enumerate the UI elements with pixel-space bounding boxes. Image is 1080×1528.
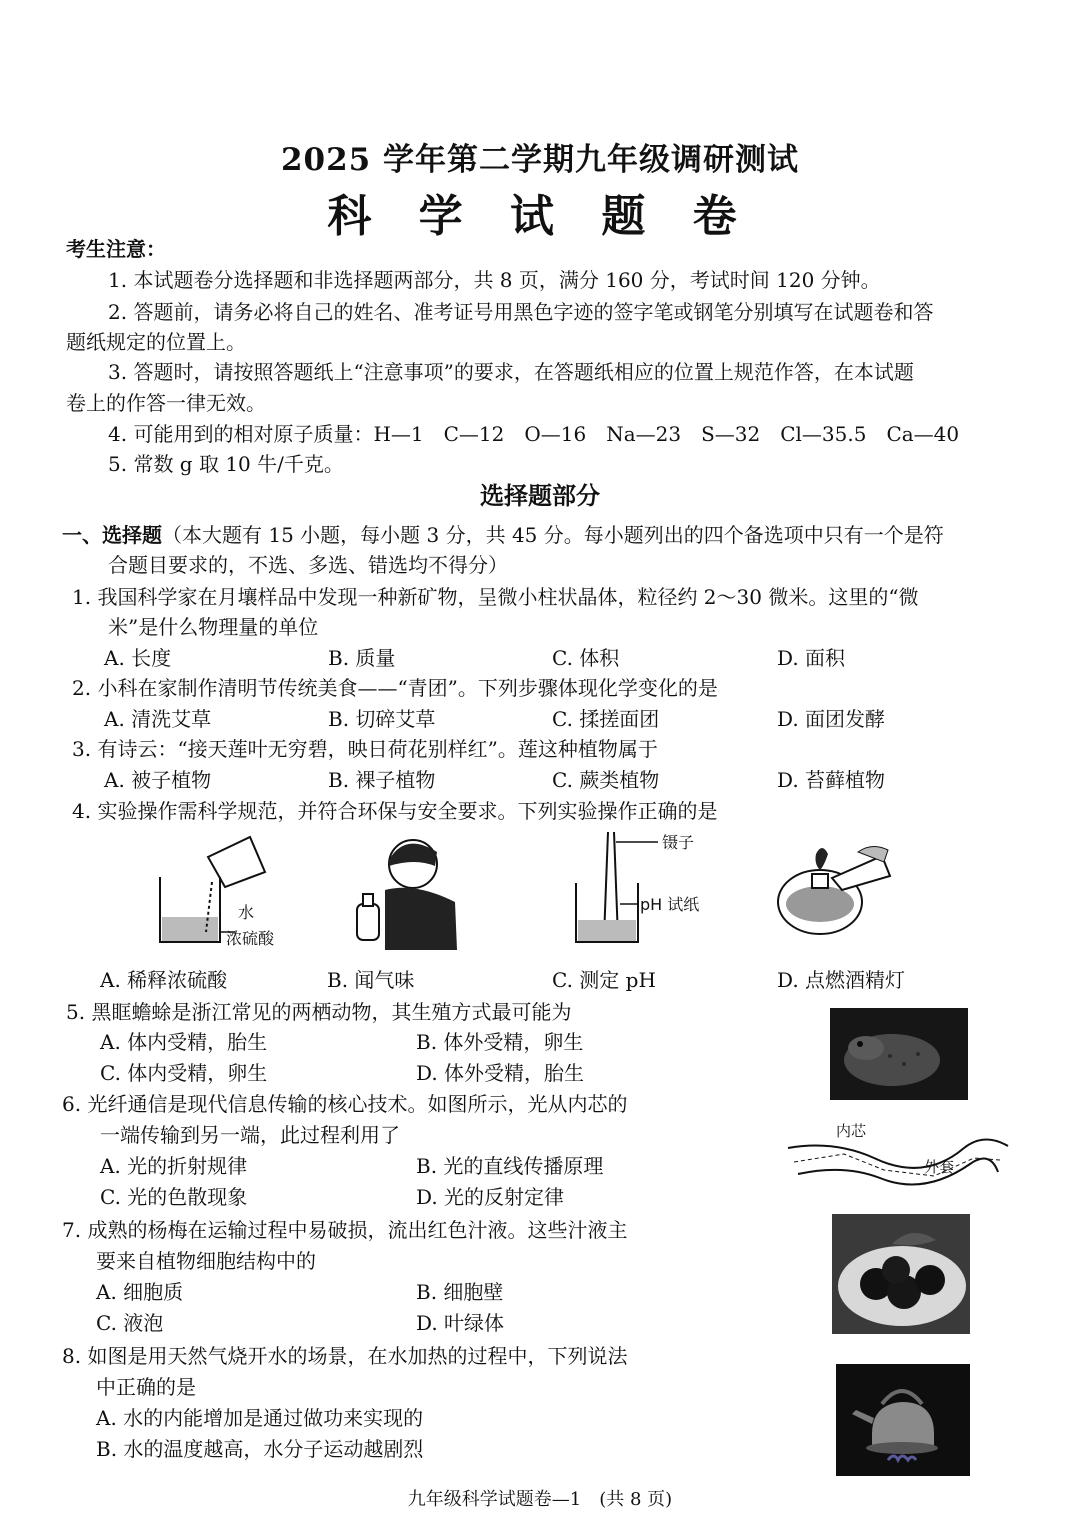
q2-option-b: B. 切碎艾草 bbox=[328, 707, 436, 731]
part-header bbox=[62, 521, 944, 549]
notice-item-3-cont: 卷上的作答一律无效。 bbox=[66, 391, 266, 415]
part-desc-cont: 合题目要求的，不选、多选、错选均不得分） bbox=[108, 553, 508, 577]
q7-stem-cont: 要来自植物细胞结构中的 bbox=[96, 1249, 316, 1273]
q4-option-d: D. 点燃酒精灯 bbox=[777, 968, 906, 992]
fig-label-water: 水 bbox=[238, 903, 255, 922]
fig-label-ph-paper: pH 试纸 bbox=[640, 895, 700, 914]
q4-stem: 4. 实验操作需科学规范，并符合环保与安全要求。下列实验操作正确的是 bbox=[72, 799, 718, 823]
q4-option-c: C. 测定 pH bbox=[552, 968, 656, 992]
photo-bayberries bbox=[832, 1214, 970, 1334]
page-footer: 九年级科学试题卷—1 (共 8 页) bbox=[407, 1489, 673, 1510]
q7-stem: 7. 成熟的杨梅在运输过程中易破损，流出红色汁液。这些汁液主 bbox=[62, 1218, 628, 1242]
part-label: 一、选择题 bbox=[62, 523, 162, 547]
q8-stem: 8. 如图是用天然气烧开水的场景，在水加热的过程中，下列说法 bbox=[62, 1344, 628, 1368]
notice-item-4: 4. 可能用到的相对原子质量：H—1 C—12 O—16 Na—23 S—32 Cl—35.5 Ca—40 bbox=[108, 422, 960, 446]
q6-option-c: C. 光的色散现象 bbox=[100, 1185, 248, 1209]
q1-option-a: A. 长度 bbox=[104, 646, 172, 670]
q8-option-b: B. 水的温度越高，水分子运动越剧烈 bbox=[96, 1437, 424, 1461]
q6-option-d: D. 光的反射定律 bbox=[416, 1185, 565, 1209]
q8-stem-cont: 中正确的是 bbox=[96, 1375, 196, 1399]
photo-toad bbox=[830, 1008, 968, 1100]
q8-option-a: A. 水的内能增加是通过做功来实现的 bbox=[96, 1406, 424, 1430]
q7-option-a: A. 细胞质 bbox=[96, 1280, 184, 1304]
fig-label-acid: 浓硫酸 bbox=[226, 929, 275, 948]
q3-stem: 3. 有诗云：“接天莲叶无穷碧，映日荷花别样红”。莲这种植物属于 bbox=[72, 737, 658, 761]
q4-option-b: B. 闻气味 bbox=[327, 968, 415, 992]
notice-item-2-cont: 题纸规定的位置上。 bbox=[66, 330, 246, 354]
figure-alcohol-lamp bbox=[772, 842, 902, 942]
q5-stem: 5. 黑眶蟾蜍是浙江常见的两栖动物，其生殖方式最可能为 bbox=[66, 1000, 572, 1024]
q2-option-a: A. 清洗艾草 bbox=[104, 707, 212, 731]
q6-option-a: A. 光的折射规律 bbox=[100, 1154, 248, 1178]
q1-stem-cont: 米”是什么物理量的单位 bbox=[108, 615, 319, 639]
fig-label-core: 内芯 bbox=[836, 1122, 867, 1140]
q2-option-d: D. 面团发酵 bbox=[777, 707, 886, 731]
notice-item-3: 3. 答题时，请按照答题纸上“注意事项”的要求，在答题纸相应的位置上规范作答，在本试题 bbox=[108, 360, 914, 384]
q1-option-d: D. 面积 bbox=[777, 646, 846, 670]
part-desc: （本大题有 15 小题，每小题 3 分，共 45 分。每小题列出的四个备选项中只有一个是符 bbox=[162, 523, 944, 547]
q3-option-d: D. 苔藓植物 bbox=[777, 768, 886, 792]
q7-option-c: C. 液泡 bbox=[96, 1311, 164, 1335]
q7-option-d: D. 叶绿体 bbox=[416, 1311, 505, 1335]
q5-option-d: D. 体外受精，胎生 bbox=[416, 1061, 585, 1085]
notice-item-1: 1. 本试题卷分选择题和非选择题两部分，共 8 页，满分 160 分，考试时间 120 分钟。 bbox=[108, 268, 881, 292]
q3-option-b: B. 裸子植物 bbox=[328, 768, 436, 792]
notice-label: 考生注意： bbox=[66, 237, 166, 261]
q5-option-b: B. 体外受精，卵生 bbox=[416, 1030, 584, 1054]
q6-option-b: B. 光的直线传播原理 bbox=[416, 1154, 604, 1178]
q1-stem: 1. 我国科学家在月壤样品中发现一种新矿物，呈微小柱状晶体，粒径约 2～30 微米。这里的“微 bbox=[72, 585, 919, 609]
section-heading: 选择题部分 bbox=[480, 481, 600, 510]
figure-optical-fiber bbox=[784, 1118, 1014, 1188]
q1-option-b: B. 质量 bbox=[328, 646, 396, 670]
q2-stem: 2. 小科在家制作清明节传统美食——“青团”。下列步骤体现化学变化的是 bbox=[72, 676, 718, 700]
fig-label-tweezers: 镊子 bbox=[662, 833, 695, 852]
fig-label-sheath: 外套 bbox=[924, 1158, 955, 1176]
figure-smell bbox=[345, 832, 465, 952]
exam-title: 2025 学年第二学期九年级调研测试 bbox=[280, 142, 800, 178]
q2-option-c: C. 揉搓面团 bbox=[552, 707, 660, 731]
q1-option-c: C. 体积 bbox=[552, 646, 620, 670]
q3-option-a: A. 被子植物 bbox=[104, 768, 212, 792]
notice-item-5: 5. 常数 g 取 10 牛/千克。 bbox=[108, 452, 344, 476]
photo-kettle bbox=[836, 1364, 970, 1476]
exam-subtitle: 科 学 试 题 卷 bbox=[327, 191, 753, 242]
q3-option-c: C. 蕨类植物 bbox=[552, 768, 660, 792]
q7-option-b: B. 细胞壁 bbox=[416, 1280, 504, 1304]
figure-ph-test bbox=[568, 828, 718, 950]
q5-option-c: C. 体内受精，卵生 bbox=[100, 1061, 268, 1085]
q5-option-a: A. 体内受精，胎生 bbox=[100, 1030, 268, 1054]
q6-stem: 6. 光纤通信是现代信息传输的核心技术。如图所示，光从内芯的 bbox=[62, 1092, 628, 1116]
q6-stem-cont: 一端传输到另一端，此过程利用了 bbox=[100, 1123, 400, 1147]
q4-option-a: A. 稀释浓硫酸 bbox=[100, 968, 228, 992]
notice-item-2: 2. 答题前，请务必将自己的姓名、准考证号用黑色字迹的签字笔或钢笔分别填写在试题卷和答 bbox=[108, 300, 934, 324]
figure-dilute-acid bbox=[150, 832, 300, 952]
